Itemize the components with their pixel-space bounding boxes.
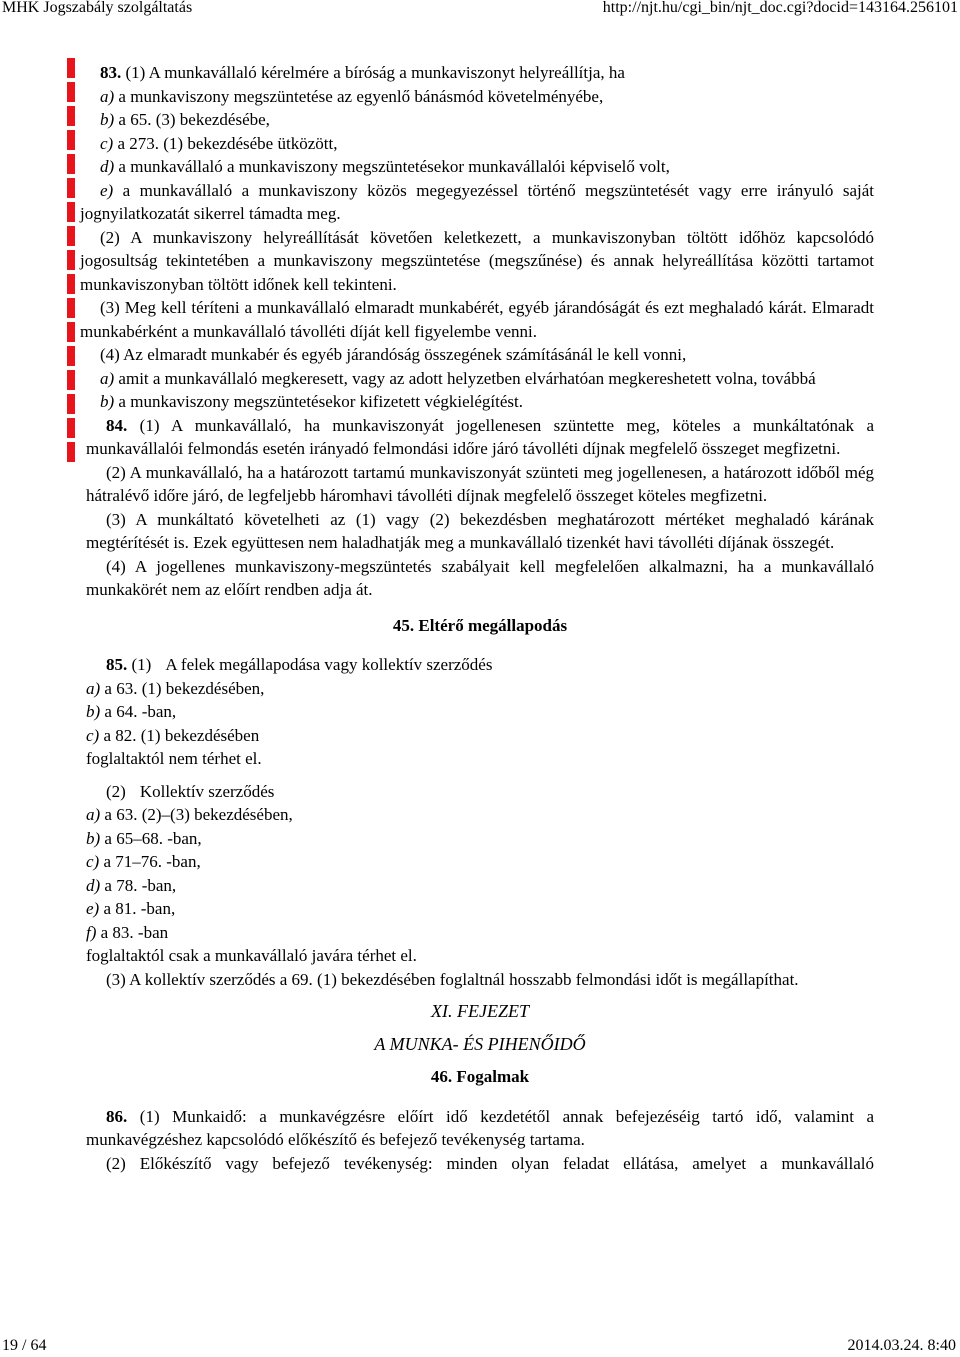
change-bar xyxy=(67,322,75,342)
chapter-number: XI. FEJEZET xyxy=(431,1001,529,1021)
section-heading: 45. Eltérő megállapodás xyxy=(392,615,568,635)
section-number: 86. xyxy=(106,1106,128,1126)
paragraph: (2) A munkavállaló, ha a határozott tartamú munkaviszonyát szünteti meg jogellenesen, a határozott időből még hátralévő időre járó, de legfeljebb háromhavi távolléti díjnak megfelelő összeget köteles megfizetni. xyxy=(86,462,874,505)
paragraph: (2) Kollektív szerződés xyxy=(106,781,275,801)
change-bar xyxy=(67,226,75,246)
list-item: a) amit a munkavállaló megkeresett, vagy az adott helyzetben elvárhatóan megkereshetett volna, továbbá xyxy=(100,368,816,388)
paragraph: (3) Meg kell téríteni a munkavállaló elmaradt munkabérét, egyéb járandóságát és ezt meghaladó kárát. Elmaradt munkabérként a munkavállaló távolléti díját kell figyelembe venni. xyxy=(80,298,874,341)
change-bar xyxy=(67,82,75,102)
list-item: a) a 63. (2)–(3) bekezdésében, xyxy=(86,805,293,824)
change-bar xyxy=(67,130,75,150)
list-item: f) a 83. -ban xyxy=(86,922,169,942)
section-86-intro: 86. (1) Munkaidő: a munkavégzésre előírt idő kezdetétől annak befejezéséig tartó idő, valamint a munkavégzéshez kapcsolódó előkészítő és befejező tevékenység tartama. xyxy=(86,1106,874,1149)
paragraph: foglaltaktól nem térhet el. xyxy=(86,749,262,768)
change-bar xyxy=(67,202,75,222)
section-84-intro: 84. (1) A munkavállaló, ha munkaviszonyát jogellenesen szüntette meg, köteles a munkáltatónak a munkavállalói felmondás esetén irányadó felmondási időre járó távolléti díjnak megfelelő összeget megfizetni. xyxy=(86,415,874,458)
list-item: d) a 78. -ban, xyxy=(86,875,177,895)
change-markers xyxy=(67,58,75,466)
paragraph: (4) Az elmaradt munkabér és egyéb járandóság összegének számításánál le kell vonni, xyxy=(100,345,687,364)
list-item: c) a 273. (1) bekezdésébe ütközött, xyxy=(100,133,338,153)
change-bar xyxy=(67,418,75,438)
paragraph: (2) Előkészítő vagy befejező tevékenység: minden olyan feladat ellátása, amelyet a munkavállaló xyxy=(106,1153,874,1173)
document-body xyxy=(80,61,874,1175)
change-bar xyxy=(67,442,75,462)
change-bar xyxy=(67,250,75,270)
list-item: c) a 71–76. -ban, xyxy=(86,852,201,871)
paragraph: (3) A kollektív szerződés a 69. (1) bekezdésében foglaltnál hosszabb felmondási időt is megállapíthat. xyxy=(106,969,799,989)
change-bar xyxy=(67,154,75,174)
change-bar xyxy=(67,58,75,78)
change-bar xyxy=(67,346,75,366)
change-bar xyxy=(67,178,75,198)
list-item: b) a munkaviszony megszüntetésekor kifizetett végkielégítést. xyxy=(100,392,523,411)
section-heading: 46. Fogalmak xyxy=(430,1067,530,1086)
change-bar xyxy=(67,274,75,294)
page-counter: 19 / 64 xyxy=(2,1337,47,1354)
print-timestamp: 2014.03.24. 8:40 xyxy=(847,1337,956,1354)
header-site-name: MHK Jogszabály szolgáltatás xyxy=(2,0,193,16)
list-item: c) a 82. (1) bekezdésében xyxy=(86,725,260,745)
section-number: 83. xyxy=(100,63,122,82)
section-number: 84. xyxy=(106,415,128,435)
change-bar xyxy=(67,298,75,318)
change-bar xyxy=(67,370,75,390)
change-bar xyxy=(67,106,75,126)
paragraph: (3) A munkáltató követelheti az (1) vagy (2) bekezdésben meghatározott mértéket meghaladó kárának megtérítését is. Ezek együttesen nem haladhatják meg a munkavállaló tizenkét havi távolléti díjának összegét. xyxy=(86,509,874,552)
list-item: b) a 64. -ban, xyxy=(86,702,177,721)
list-item: a) a munkaviszony megszüntetése az egyenlő bánásmód követelményébe, xyxy=(100,86,604,106)
section-83-intro: 83. (1) A munkavállaló kérelmére a bíróság a munkaviszonyt helyreállítja, ha xyxy=(100,63,625,82)
list-item: e) a munkavállaló a munkaviszony közös megegyezéssel történő megszüntetését vagy erre irányuló saját jognyilatkozatát sikerrel támadta meg. xyxy=(80,180,874,223)
paragraph: foglaltaktól csak a munkavállaló javára térhet el. xyxy=(86,946,417,965)
change-bar xyxy=(67,394,75,414)
list-item: b) a 65–68. -ban, xyxy=(86,828,202,848)
section-number: 85. xyxy=(106,655,128,674)
paragraph: (2) A munkaviszony helyreállítását követően keletkezett, a munkaviszonyban töltött időhöz kapcsolódó jogosultság tekintetében a munkaviszony megszüntetése (megszűnése) és annak helyreállítása közötti tartamot munkaviszonyban töltött időnek kell tekinteni. xyxy=(80,227,874,294)
list-item: b) a 65. (3) bekezdésébe, xyxy=(100,110,270,129)
list-item: a) a 63. (1) bekezdésében, xyxy=(86,678,265,698)
list-item: e) a 81. -ban, xyxy=(86,899,176,918)
header-url[interactable]: http://njt.hu/cgi_bin/njt_doc.cgi?docid=143164.256101 xyxy=(602,0,958,16)
chapter-title: A MUNKA- ÉS PIHENŐIDŐ xyxy=(374,1033,586,1054)
list-item: d) a munkavállaló a munkaviszony megszüntetésekor munkavállalói képviselő volt, xyxy=(100,157,670,176)
paragraph: (4) A jogellenes munkaviszony-megszüntetés szabályait kell megfelelően alkalmazni, ha a munkavállaló munkakörét nem az előírt rendben adja át. xyxy=(86,556,874,599)
section-85-intro: 85. (1) A felek megállapodása vagy kollektív szerződés xyxy=(106,655,493,674)
